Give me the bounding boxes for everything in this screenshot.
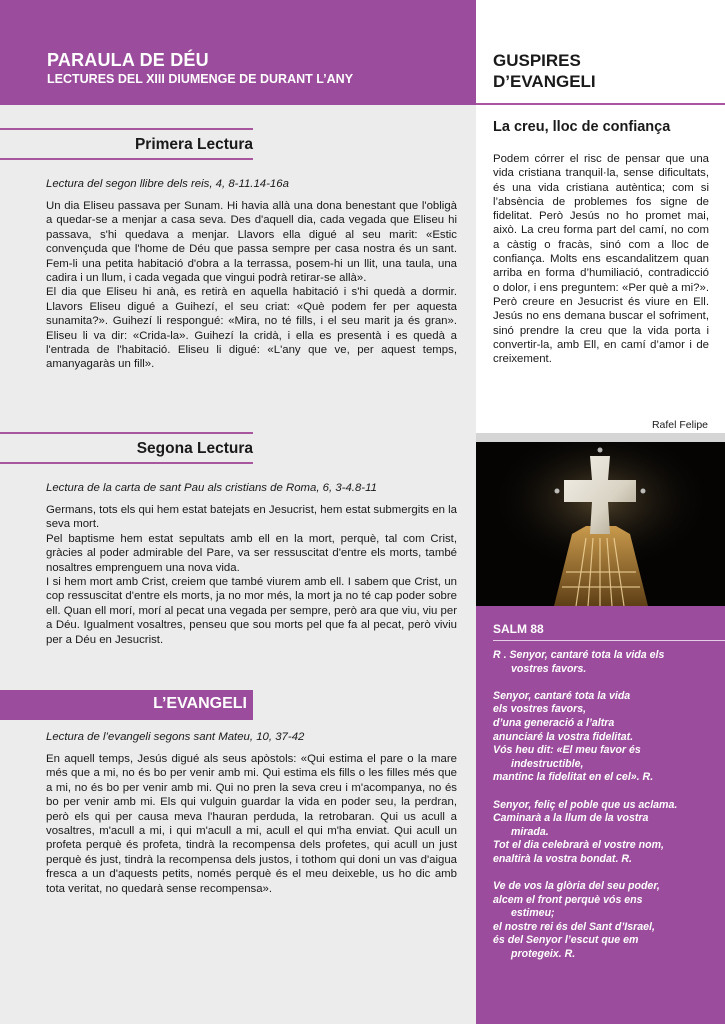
segona-lectura-label: Segona Lectura (136, 440, 253, 457)
guspires-header-line2: D’EVANGELI (493, 72, 596, 91)
salm-line: R . Senyor, cantaré tota la vida els (493, 649, 665, 661)
salm-stanza-gap (493, 785, 719, 799)
primera-lectura-text (46, 199, 457, 372)
salm-line: enaltirà la vostra bondat. R. (493, 852, 632, 865)
salm-line: d’una generació a l’altra (493, 716, 615, 729)
salm-line: Senyor, cantaré tota la vida (493, 689, 631, 702)
salm-line: protegeix. R. (511, 948, 576, 961)
illuminated-cross-tower-icon (476, 442, 725, 606)
segona-lectura-heading (0, 432, 253, 464)
left-header (0, 0, 476, 105)
primera-lectura-label: Primera Lectura (134, 136, 253, 153)
evangeli-reference: Lectura de l’evangeli segons sant Mateu, 10, 37-42 (46, 731, 305, 743)
evangeli-heading (0, 690, 253, 720)
guspires-author: Rafel Felipe (651, 419, 708, 431)
salm-line: vostres favors. (511, 662, 587, 675)
salm-line: mirada. (511, 825, 549, 838)
primera-lectura-reference: Lectura del segon llibre dels reis, 4, 8-11.14-16a (46, 178, 289, 190)
divider-band (476, 433, 725, 442)
paragraph: Germans, tots els qui hem estat batejats en Jesucrist, hem estat submergits en la seva mort. (46, 504, 457, 531)
salm-line: anunciaré la vostra fidelitat. (493, 730, 634, 743)
salm-title: SALM 88 (493, 622, 544, 636)
guspires-title: La creu, lloc de confiança (493, 119, 671, 135)
salm-line: estimeu; (511, 907, 555, 920)
salm-panel (476, 606, 725, 1024)
salm-line: mantinc la fidelitat en el cel». R. (493, 771, 654, 784)
salm-line: els vostres favors, (493, 703, 587, 716)
guspires-header-line1: GUSPIRES (493, 51, 581, 70)
salm-line: Ve de vos la glòria del seu poder, (493, 880, 660, 893)
salm-line: indestructible, (511, 757, 584, 770)
salm-line: Vós heu dit: «El meu favor és (493, 744, 641, 757)
segona-lectura-reference: Lectura de la carta de sant Pau als cristians de Roma, 6, 3-4.8-11 (46, 482, 377, 494)
page-subtitle: LECTURES DEL XIII DIUMENGE DE DURANT L’ANY (47, 72, 354, 86)
salm-stanza-gap (493, 867, 719, 881)
salm-line: és del Senyor l’escut que em (493, 934, 639, 947)
paragraph: En aquell temps, Jesús digué als seus apòstols: «Qui estima el pare o la mare més que a mi, no és bo per venir amb mi. Qui estima els fills o les filles més que a mi, no és bo per venir amb mi. Qui no pren la seva creu i m'acompanya, no és bo per venir amb mi. Els qui vulguin guardar la vida en poder seu, la perdran, però els qui per causa meva l'hauran perduda, la retrobaran. Qui us acull a vosaltres, m'acull a mi, i qui m'acull a mi, acull el qui m'ha enviat. Qui acull un profeta perquè és profeta, tindrà la recompensa dels profetes, qui acull un just perquè és just, tindrà la recompensa dels justos, i tothom qui doni un vas d'aigua fresca a un d'aquests petits, només perquè és el meu deixeble, us ho dic amb tota veritat, no quedarà sense recompensa». (46, 753, 457, 895)
salm-text (493, 649, 719, 962)
paragraph: I si hem mort amb Crist, creiem que també viurem amb ell. I sabem que Crist, un cop ressuscitat d'entre els morts, ja no mor més, la mort ja no té cap poder sobre ell. Quan ell morí, morí al pecat una vegada per sempre, però ara que viu, viu per a Déu. Igualment vosaltres, penseu que sou morts pel que fa al pecat, però viviu per a Déu en Jesucrist. (46, 576, 457, 646)
evangeli-label: L’EVANGELI (153, 695, 247, 712)
salm-stanza-gap (493, 676, 719, 690)
salm-line: Tot el dia celebrarà el vostre nom, (493, 839, 664, 852)
evangeli-text (46, 752, 457, 896)
header-divider (476, 103, 725, 105)
salm-line: el nostre rei és del Sant d’Israel, (493, 920, 655, 933)
salm-rule (493, 640, 725, 641)
illuminated-cross-photo (476, 442, 725, 606)
paragraph: El dia que Eliseu hi anà, es retirà en aquella habitació i s'hi quedà a dormir. Llavors Eliseu digué a Guihezí, el seu criat: «Què podem fer per aquesta sunamita?». Guihezí li respongué: «Mira, no té fills, i el seu marit ja és gran». Eliseu li va dir: «Crida-la». Guihezí la cridà, i ella es presentà i es quedà a l'entrada de l'habitació. Eliseu li digué: «L'any que ve, per aquest temps, amanyagaràs un fill». (46, 286, 457, 371)
salm-line: Senyor, feliç el poble que us aclama. (493, 798, 678, 811)
paragraph: Pel baptisme hem estat sepultats amb ell en la mort, perquè, tal com Crist, gràcies al poder admirable del Pare, va ser ressuscitat d'entre els morts, també nosaltres emprenguem una nova vida. (46, 532, 457, 574)
salm-line: alcem el front perquè vós ens (493, 893, 643, 906)
salm-line: Caminarà a la llum de la vostra (493, 812, 649, 825)
paragraph: Un dia Eliseu passava per Sunam. Hi havia allà una dona benestant que l'obligà a quedar-se a menjar a casa seva. Des d'aquell dia, cada vegada que Eliseu hi passava, s'hi quedava a menjar. Llavors ella digué al seu marit: «Estic convençuda que l'home de Déu que passa sempre per casa nostra és un sant. Fem-li una petita habitació d'obra a la terrassa, posem-hi un llit, una taula, una cadira i un llum, i cada vegada que vingui podrà retirar-se allà». (46, 200, 457, 285)
guspires-header (493, 50, 596, 92)
page-title: PARAULA DE DÉU (47, 50, 209, 70)
primera-lectura-heading (0, 128, 253, 160)
guspires-text: Podem córrer el risc de pensar que una vida cristiana tranquil·la, sense dificultats, és una vida cristiana autèntica; com si l’absència de problemes fos signe de fidelitat. Però Jesús no ho promet mai, això. La creu forma part del camí, no com a càstig o fracàs, sinó com a lloc de confiança. Molts ens escandalitzem quan arriba en forma d’humiliació, contradicció o dolor, i ens preguntem: «Per què a mi?». Però creure en Jesucrist és viure en Ell. Jesús no ens demana buscar el sofriment, sinó prendre la creu que la vida porta i convertir-la, amb Ell, en camí d’amor i de creixement. (493, 153, 709, 366)
segona-lectura-text (46, 503, 457, 647)
right-header (476, 0, 725, 105)
